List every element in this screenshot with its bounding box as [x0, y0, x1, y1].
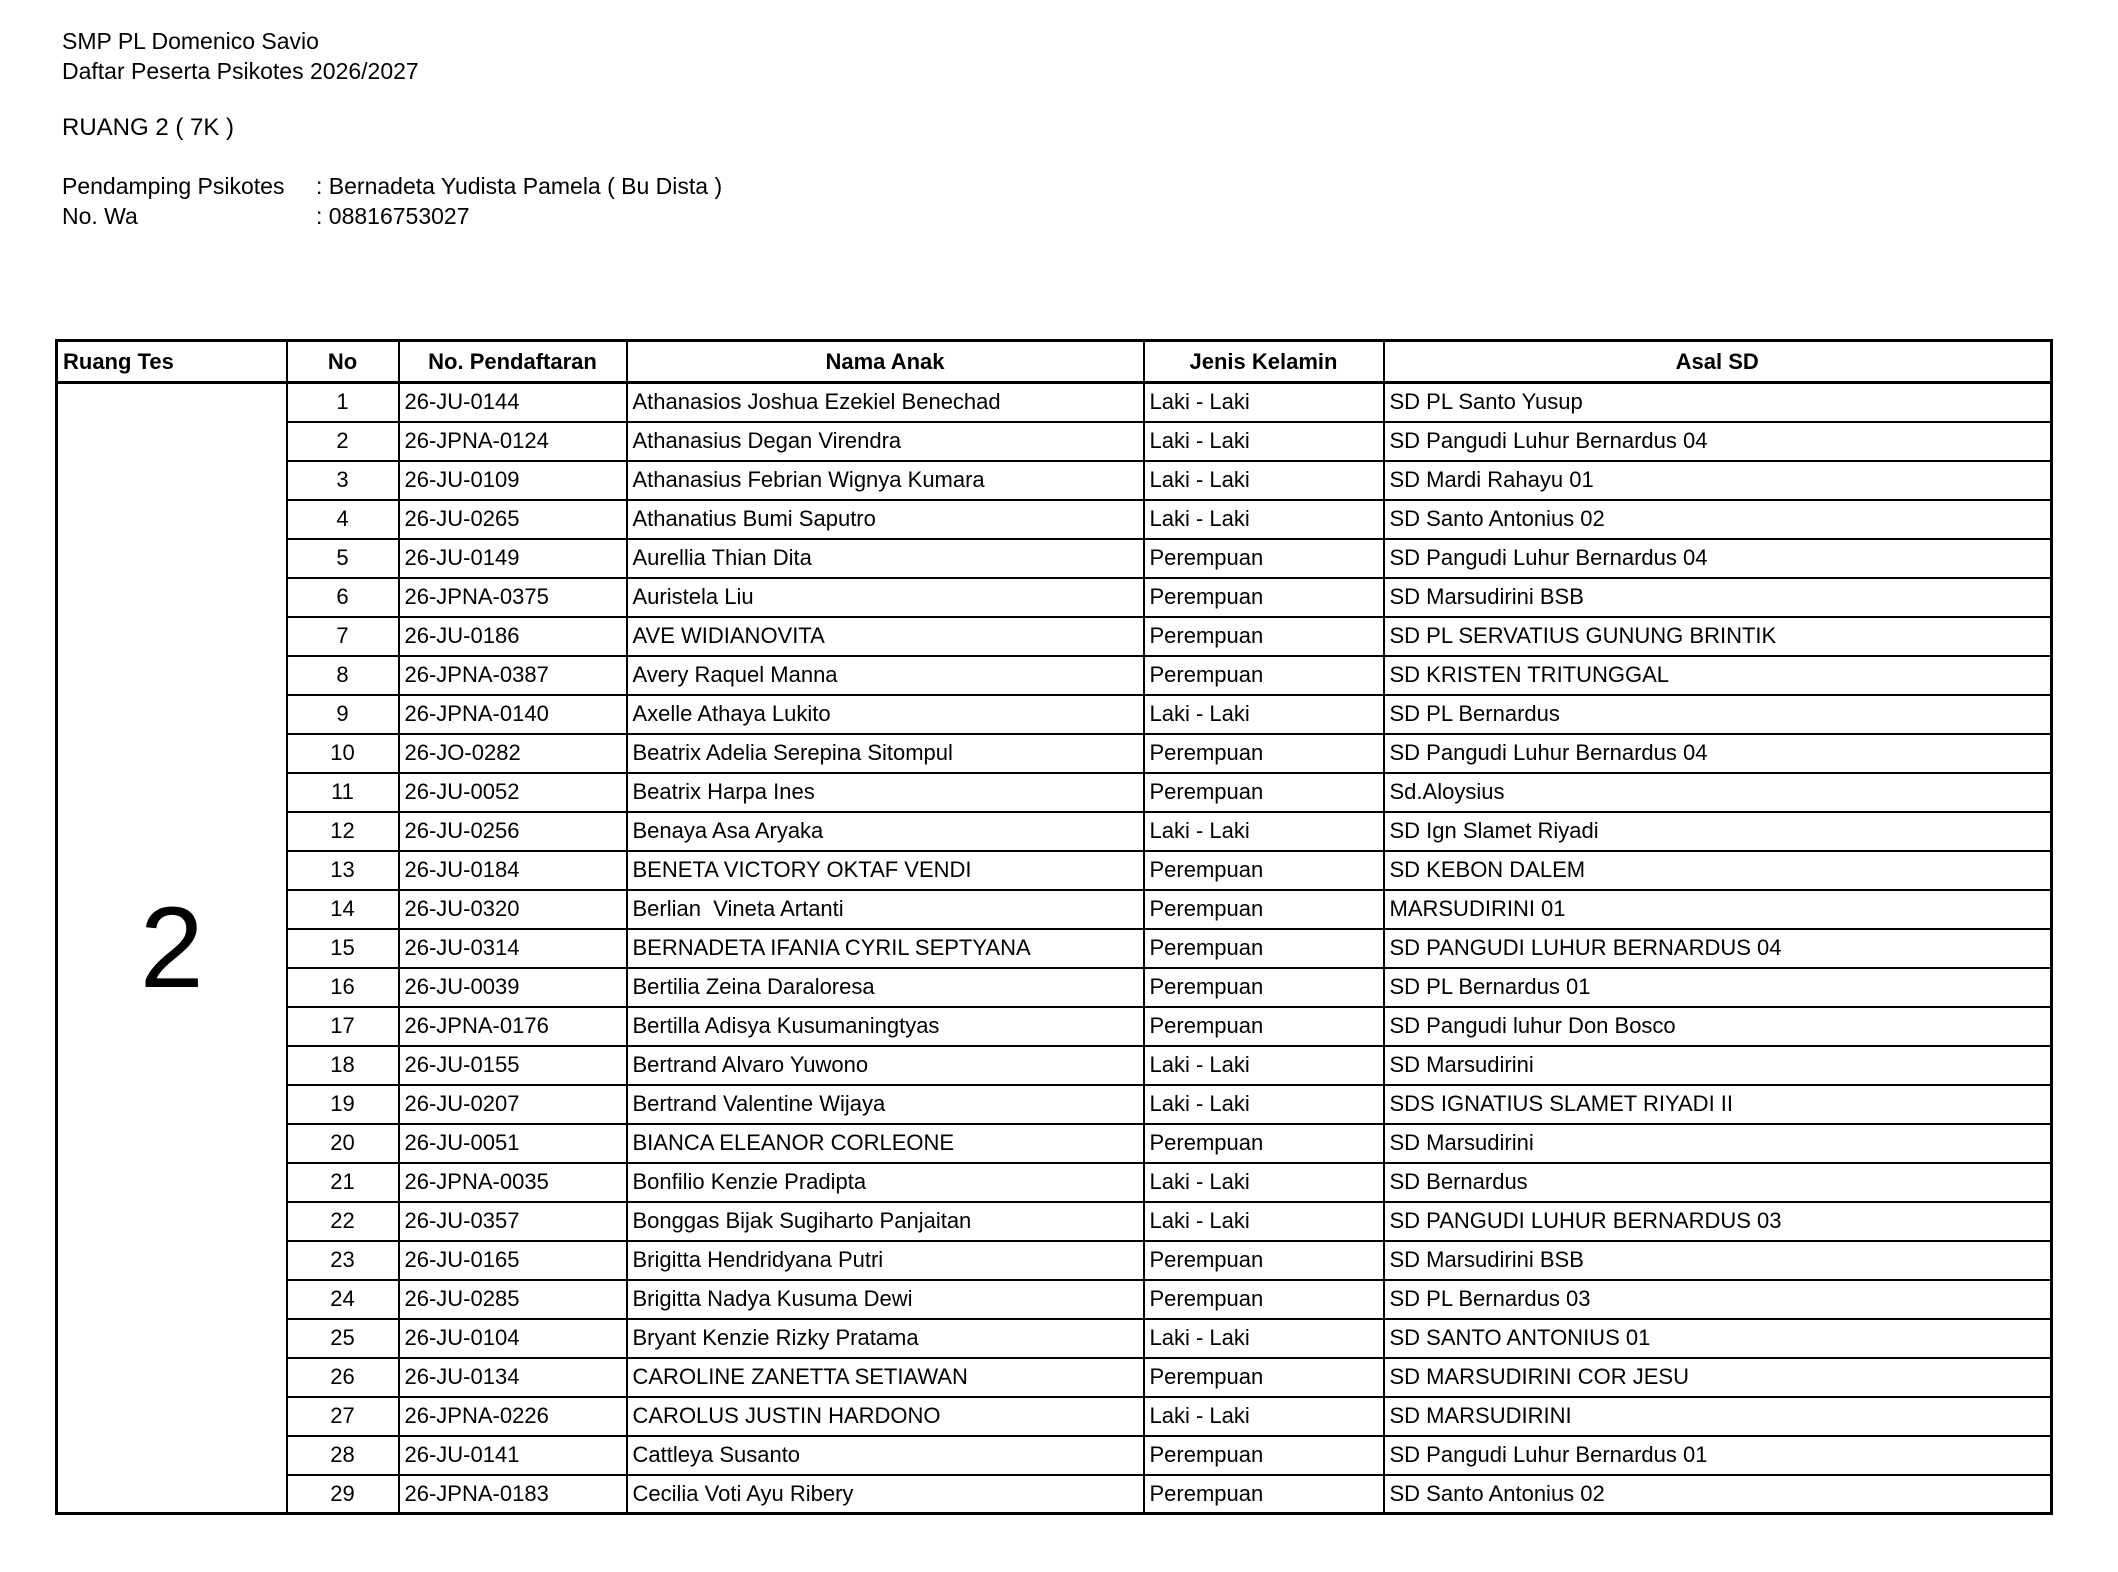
cell-nama: Athanasius Degan Virendra: [627, 422, 1144, 461]
table-row: [57, 578, 2052, 617]
cell-asal: SD Santo Antonius 02: [1384, 1475, 2052, 1514]
cell-asal: SD PANGUDI LUHUR BERNARDUS 03: [1384, 1202, 2052, 1241]
cell-jk: Laki - Laki: [1144, 695, 1384, 734]
table-row: [57, 1007, 2052, 1046]
cell-jk: Perempuan: [1144, 578, 1384, 617]
table-row: [57, 1202, 2052, 1241]
cell-no: 22: [287, 1202, 399, 1241]
cell-jk: Perempuan: [1144, 1124, 1384, 1163]
cell-nama: Athanatius Bumi Saputro: [627, 500, 1144, 539]
cell-no: 26: [287, 1358, 399, 1397]
cell-asal: SD Pangudi Luhur Bernardus 04: [1384, 734, 2052, 773]
cell-asal: MARSUDIRINI 01: [1384, 890, 2052, 929]
cell-no: 8: [287, 656, 399, 695]
table-row: [57, 968, 2052, 1007]
cell-nama: Bertrand Valentine Wijaya: [627, 1085, 1144, 1124]
nowa-label: No. Wa: [62, 203, 138, 229]
cell-reg: 26-JU-0320: [399, 890, 627, 929]
cell-asal: SD PL Bernardus 01: [1384, 968, 2052, 1007]
cell-asal: SD Marsudirini BSB: [1384, 578, 2052, 617]
table-row: [57, 383, 2052, 422]
cell-nama: BIANCA ELEANOR CORLEONE: [627, 1124, 1144, 1163]
cell-asal: SD Pangudi Luhur Bernardus 04: [1384, 539, 2052, 578]
room-title: RUANG 2 ( 7K ): [62, 114, 235, 141]
column-header-ruang-tes: Ruang Tes: [57, 341, 287, 383]
cell-jk: Perempuan: [1144, 617, 1384, 656]
cell-nama: BERNADETA IFANIA CYRIL SEPTYANA: [627, 929, 1144, 968]
table-row: [57, 422, 2052, 461]
cell-jk: Laki - Laki: [1144, 1163, 1384, 1202]
cell-no: 4: [287, 500, 399, 539]
cell-asal: SD MARSUDIRINI: [1384, 1397, 2052, 1436]
cell-no: 12: [287, 812, 399, 851]
cell-jk: Perempuan: [1144, 851, 1384, 890]
table-row: [57, 656, 2052, 695]
cell-reg: 26-JU-0314: [399, 929, 627, 968]
cell-nama: Bertrand Alvaro Yuwono: [627, 1046, 1144, 1085]
table-row: [57, 1319, 2052, 1358]
cell-reg: 26-JPNA-0226: [399, 1397, 627, 1436]
document-title: Daftar Peserta Psikotes 2026/2027: [62, 58, 419, 84]
info-row-nowa: [62, 201, 2118, 231]
cell-nama: Berlian Vineta Artanti: [627, 890, 1144, 929]
cell-reg: 26-JU-0165: [399, 1241, 627, 1280]
cell-asal: SDS IGNATIUS SLAMET RIYADI II: [1384, 1085, 2052, 1124]
cell-reg: 26-JU-0256: [399, 812, 627, 851]
cell-jk: Perempuan: [1144, 539, 1384, 578]
cell-nama: Beatrix Adelia Serepina Sitompul: [627, 734, 1144, 773]
cell-no: 29: [287, 1475, 399, 1514]
participant-table: [55, 339, 2053, 1515]
cell-jk: Perempuan: [1144, 890, 1384, 929]
cell-jk: Perempuan: [1144, 1007, 1384, 1046]
table-row: [57, 1397, 2052, 1436]
cell-nama: Axelle Athaya Lukito: [627, 695, 1144, 734]
cell-no: 21: [287, 1163, 399, 1202]
cell-no: 11: [287, 773, 399, 812]
cell-no: 23: [287, 1241, 399, 1280]
cell-nama: Auristela Liu: [627, 578, 1144, 617]
cell-reg: 26-JPNA-0035: [399, 1163, 627, 1202]
cell-jk: Perempuan: [1144, 1475, 1384, 1514]
table-row: [57, 1163, 2052, 1202]
table-row: [57, 1124, 2052, 1163]
cell-jk: Laki - Laki: [1144, 1085, 1384, 1124]
table-header-row: [57, 341, 2052, 383]
cell-reg: 26-JU-0109: [399, 461, 627, 500]
cell-reg: 26-JPNA-0176: [399, 1007, 627, 1046]
cell-no: 20: [287, 1124, 399, 1163]
cell-reg: 26-JPNA-0183: [399, 1475, 627, 1514]
cell-jk: Laki - Laki: [1144, 812, 1384, 851]
cell-jk: Laki - Laki: [1144, 461, 1384, 500]
cell-no: 1: [287, 383, 399, 422]
cell-asal: SD Marsudirini: [1384, 1124, 2052, 1163]
table-row: [57, 500, 2052, 539]
cell-nama: Athanasius Febrian Wignya Kumara: [627, 461, 1144, 500]
cell-no: 24: [287, 1280, 399, 1319]
cell-nama: Avery Raquel Manna: [627, 656, 1144, 695]
table-row: [57, 1241, 2052, 1280]
table-row: [57, 1046, 2052, 1085]
cell-asal: SD PANGUDI LUHUR BERNARDUS 04: [1384, 929, 2052, 968]
cell-no: 15: [287, 929, 399, 968]
cell-nama: Cecilia Voti Ayu Ribery: [627, 1475, 1144, 1514]
cell-reg: 26-JU-0051: [399, 1124, 627, 1163]
column-header-no-pendaftaran: No. Pendaftaran: [399, 341, 627, 383]
table-body: [57, 383, 2052, 1514]
cell-jk: Laki - Laki: [1144, 383, 1384, 422]
document-header: [62, 26, 2118, 86]
cell-no: 19: [287, 1085, 399, 1124]
cell-reg: 26-JU-0186: [399, 617, 627, 656]
cell-asal: SD Pangudi Luhur Bernardus 01: [1384, 1436, 2052, 1475]
cell-asal: SD PL Bernardus 03: [1384, 1280, 2052, 1319]
cell-asal: Sd.Aloysius: [1384, 773, 2052, 812]
cell-jk: Laki - Laki: [1144, 1319, 1384, 1358]
cell-reg: 26-JU-0184: [399, 851, 627, 890]
table-row: [57, 1358, 2052, 1397]
pendamping-value: : Bernadeta Yudista Pamela ( Bu Dista ): [316, 173, 723, 199]
table-row: [57, 1085, 2052, 1124]
cell-jk: Perempuan: [1144, 1280, 1384, 1319]
cell-jk: Perempuan: [1144, 968, 1384, 1007]
cell-no: 3: [287, 461, 399, 500]
cell-asal: SD Marsudirini BSB: [1384, 1241, 2052, 1280]
column-header-asal-sd: Asal SD: [1384, 341, 2052, 383]
cell-asal: SD Pangudi Luhur Bernardus 04: [1384, 422, 2052, 461]
cell-no: 7: [287, 617, 399, 656]
table-row: [57, 851, 2052, 890]
cell-nama: Bertilia Zeina Daraloresa: [627, 968, 1144, 1007]
cell-nama: Athanasios Joshua Ezekiel Benechad: [627, 383, 1144, 422]
cell-reg: 26-JU-0285: [399, 1280, 627, 1319]
table-row: [57, 1436, 2052, 1475]
cell-reg: 26-JU-0039: [399, 968, 627, 1007]
table-row: [57, 1280, 2052, 1319]
cell-no: 6: [287, 578, 399, 617]
cell-no: 14: [287, 890, 399, 929]
cell-nama: CAROLUS JUSTIN HARDONO: [627, 1397, 1144, 1436]
cell-reg: 26-JPNA-0140: [399, 695, 627, 734]
table-row: [57, 617, 2052, 656]
column-header-no: No: [287, 341, 399, 383]
cell-nama: Bryant Kenzie Rizky Pratama: [627, 1319, 1144, 1358]
pendamping-label: Pendamping Psikotes: [62, 173, 285, 199]
cell-reg: 26-JU-0155: [399, 1046, 627, 1085]
cell-nama: Bonggas Bijak Sugiharto Panjaitan: [627, 1202, 1144, 1241]
cell-reg: 26-JU-0149: [399, 539, 627, 578]
info-row-pendamping: [62, 171, 2118, 201]
cell-nama: Cattleya Susanto: [627, 1436, 1144, 1475]
table-row: [57, 695, 2052, 734]
cell-no: 16: [287, 968, 399, 1007]
column-header-nama-anak: Nama Anak: [627, 341, 1144, 383]
cell-no: 13: [287, 851, 399, 890]
cell-nama: CAROLINE ZANETTA SETIAWAN: [627, 1358, 1144, 1397]
cell-no: 27: [287, 1397, 399, 1436]
cell-nama: Benaya Asa Aryaka: [627, 812, 1144, 851]
cell-no: 25: [287, 1319, 399, 1358]
cell-reg: 26-JU-0265: [399, 500, 627, 539]
table-row: [57, 461, 2052, 500]
cell-nama: Brigitta Hendridyana Putri: [627, 1241, 1144, 1280]
cell-no: 18: [287, 1046, 399, 1085]
cell-jk: Perempuan: [1144, 1241, 1384, 1280]
cell-asal: SD PL SERVATIUS GUNUNG BRINTIK: [1384, 617, 2052, 656]
cell-reg: 26-JU-0207: [399, 1085, 627, 1124]
table-row: [57, 812, 2052, 851]
school-name: SMP PL Domenico Savio: [62, 28, 319, 54]
room-number-cell: 2: [57, 383, 287, 1514]
cell-nama: BENETA VICTORY OKTAF VENDI: [627, 851, 1144, 890]
cell-nama: Bonfilio Kenzie Pradipta: [627, 1163, 1144, 1202]
cell-jk: Laki - Laki: [1144, 1202, 1384, 1241]
cell-no: 10: [287, 734, 399, 773]
cell-no: 5: [287, 539, 399, 578]
cell-nama: Bertilla Adisya Kusumaningtyas: [627, 1007, 1144, 1046]
cell-asal: SD Marsudirini: [1384, 1046, 2052, 1085]
cell-asal: SD Santo Antonius 02: [1384, 500, 2052, 539]
cell-no: 17: [287, 1007, 399, 1046]
cell-nama: Aurellia Thian Dita: [627, 539, 1144, 578]
cell-reg: 26-JO-0282: [399, 734, 627, 773]
cell-no: 9: [287, 695, 399, 734]
cell-reg: 26-JU-0357: [399, 1202, 627, 1241]
table-row: [57, 773, 2052, 812]
table-row: [57, 539, 2052, 578]
cell-reg: 26-JU-0134: [399, 1358, 627, 1397]
cell-no: 2: [287, 422, 399, 461]
cell-jk: Laki - Laki: [1144, 1397, 1384, 1436]
cell-nama: AVE WIDIANOVITA: [627, 617, 1144, 656]
table-row: [57, 929, 2052, 968]
info-block: [62, 171, 2118, 231]
cell-no: 28: [287, 1436, 399, 1475]
cell-asal: SD PL Bernardus: [1384, 695, 2052, 734]
cell-jk: Perempuan: [1144, 1358, 1384, 1397]
cell-asal: SD Pangudi luhur Don Bosco: [1384, 1007, 2052, 1046]
cell-asal: SD KRISTEN TRITUNGGAL: [1384, 656, 2052, 695]
column-header-jenis-kelamin: Jenis Kelamin: [1144, 341, 1384, 383]
cell-reg: 26-JPNA-0375: [399, 578, 627, 617]
nowa-value: : 08816753027: [316, 203, 470, 229]
cell-jk: Perempuan: [1144, 773, 1384, 812]
cell-reg: 26-JU-0141: [399, 1436, 627, 1475]
cell-jk: Perempuan: [1144, 1436, 1384, 1475]
cell-asal: SD MARSUDIRINI COR JESU: [1384, 1358, 2052, 1397]
cell-asal: SD PL Santo Yusup: [1384, 383, 2052, 422]
cell-reg: 26-JU-0144: [399, 383, 627, 422]
cell-jk: Laki - Laki: [1144, 422, 1384, 461]
cell-reg: 26-JU-0052: [399, 773, 627, 812]
table-row: [57, 1475, 2052, 1514]
cell-jk: Perempuan: [1144, 929, 1384, 968]
cell-asal: SD Bernardus: [1384, 1163, 2052, 1202]
cell-jk: Perempuan: [1144, 656, 1384, 695]
cell-nama: Beatrix Harpa Ines: [627, 773, 1144, 812]
cell-jk: Laki - Laki: [1144, 1046, 1384, 1085]
cell-jk: Perempuan: [1144, 734, 1384, 773]
cell-nama: Brigitta Nadya Kusuma Dewi: [627, 1280, 1144, 1319]
cell-asal: SD KEBON DALEM: [1384, 851, 2052, 890]
table-row: [57, 890, 2052, 929]
cell-jk: Laki - Laki: [1144, 500, 1384, 539]
cell-reg: 26-JPNA-0124: [399, 422, 627, 461]
cell-reg: 26-JPNA-0387: [399, 656, 627, 695]
cell-asal: SD Mardi Rahayu 01: [1384, 461, 2052, 500]
cell-asal: SD SANTO ANTONIUS 01: [1384, 1319, 2052, 1358]
cell-asal: SD Ign Slamet Riyadi: [1384, 812, 2052, 851]
table-row: [57, 734, 2052, 773]
cell-reg: 26-JU-0104: [399, 1319, 627, 1358]
